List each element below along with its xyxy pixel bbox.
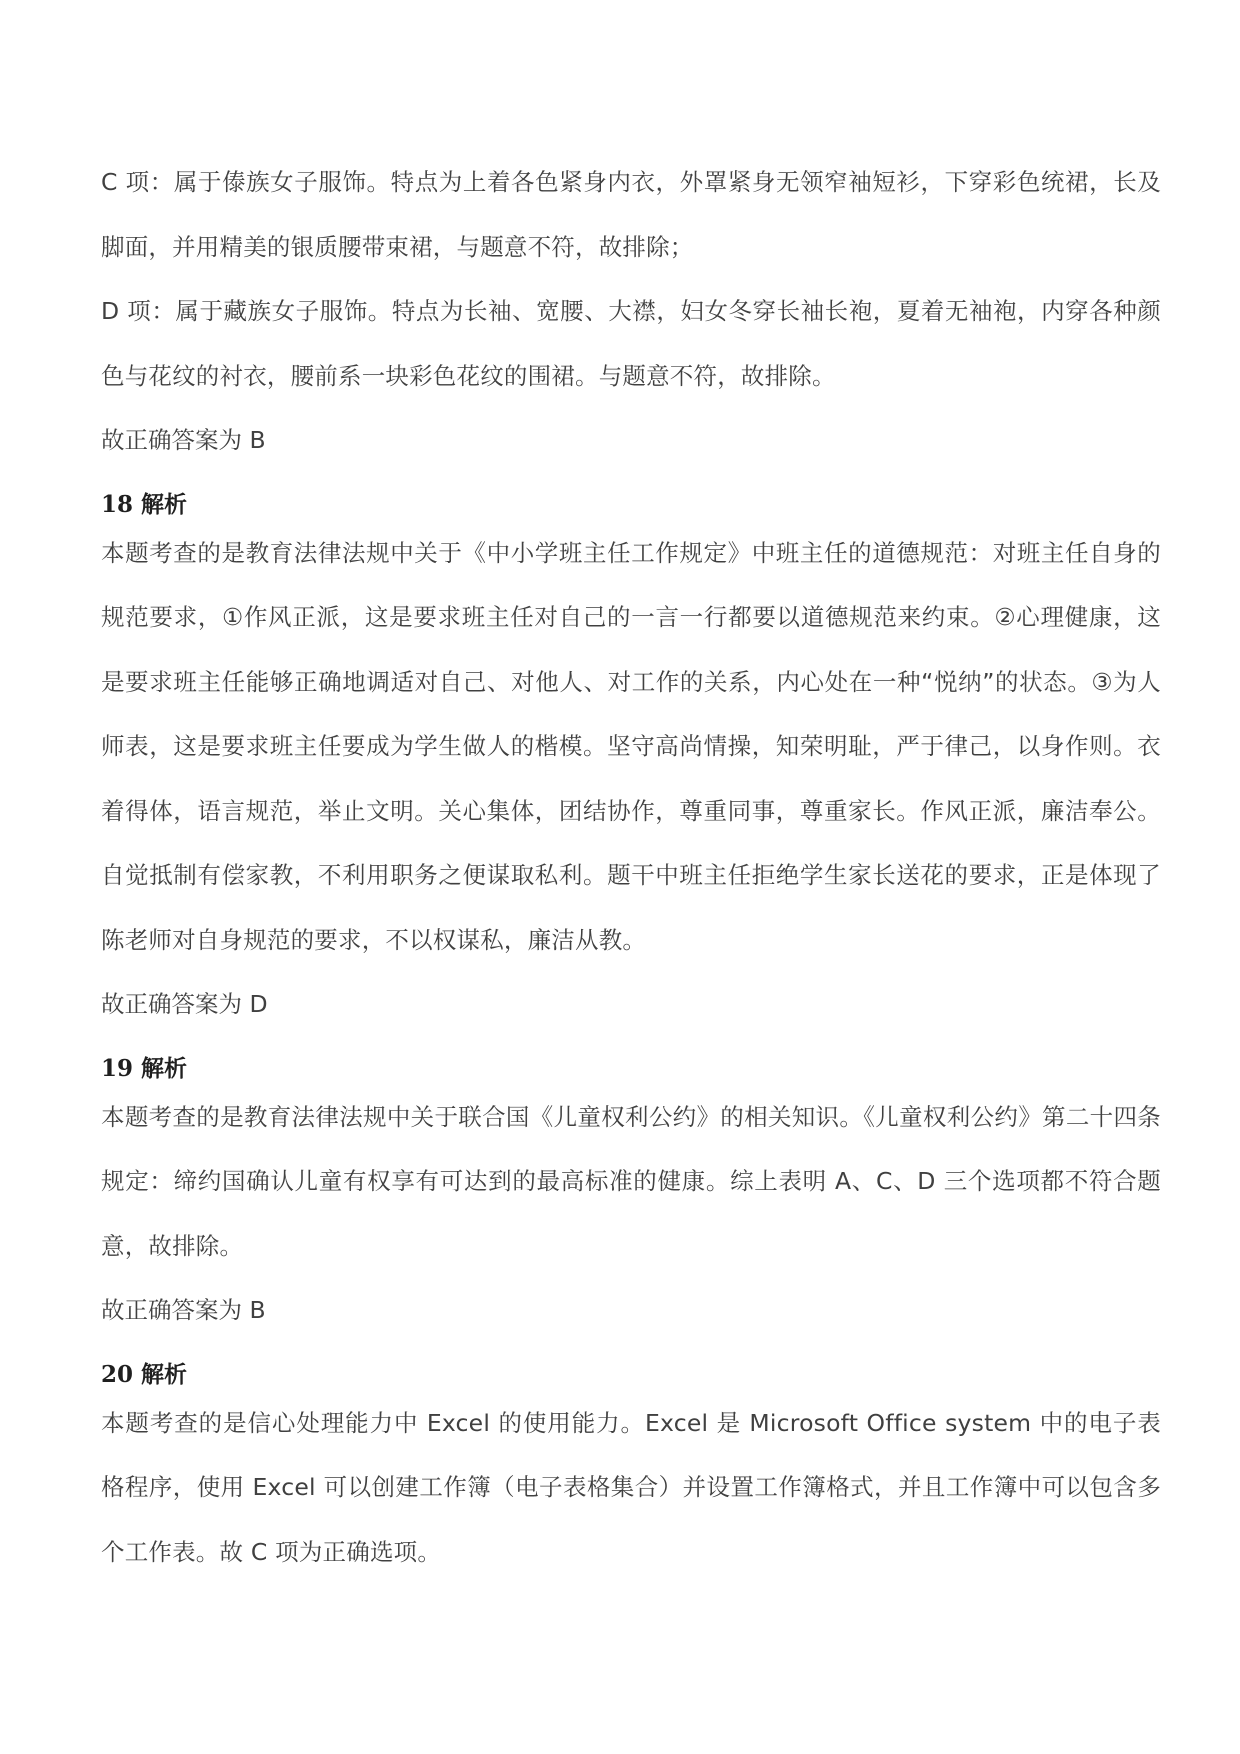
explanation-20: 本题考查的是信心处理能力中 Excel 的使用能力。Excel 是 Microsoft Office system 中的电子表格程序，使用 Excel 可以创建工作簿（电子表格集合）并设置工作簿格式，并且工作簿中可以包含多个工作表。故 C 项为正确选项。 bbox=[101, 1408, 1161, 1566]
option-c-explanation: C 项：属于傣族女子服饰。特点为上着各色紧身内衣，外罩紧身无领窄袖短衫，下穿彩色统裙，长及脚面，并用精美的银质腰带束裙，与题意不符，故排除； bbox=[101, 168, 1161, 261]
explanation-19: 本题考查的是教育法律法规中关于联合国《儿童权利公约》的相关知识。《儿童权利公约》第二十四条规定：缔约国确认儿童有权享有可达到的最高标准的健康。综上表明 A、C、D 三个选项都不符合题意，故排除。 bbox=[101, 1102, 1161, 1260]
heading-19: 19 解析 bbox=[101, 1054, 188, 1082]
answer-line-17: 故正确答案为 B bbox=[101, 426, 266, 454]
option-d-explanation: D 项：属于藏族女子服饰。特点为长袖、宽腰、大襟，妇女冬穿长袖长袍，夏着无袖袍，内穿各种颜色与花纹的衬衣，腰前系一块彩色花纹的围裙。与题意不符，故排除。 bbox=[101, 297, 1161, 390]
document-page bbox=[101, 160, 1161, 1584]
explanation-18: 本题考查的是教育法律法规中关于《中小学班主任工作规定》中班主任的道德规范：对班主任自身的规范要求，①作风正派，这是要求班主任对自己的一言一行都要以道德规范来约束。②心理健康，这是要求班主任能够正确地调适对自己、对他人、对工作的关系，内心处在一种“悦纳”的状态。③为人师表，这是要求班主任要成为学生做人的楷模。坚守高尚情操，知荣明耻，严于律己，以身作则。衣着得体，语言规范，举止文明。关心集体，团结协作，尊重同事，尊重家长。作风正派，廉洁奉公。自觉抵制有偿家教，不利用职务之便谋取私利。题干中班主任拒绝学生家长送花的要求，正是体现了陈老师对自身规范的要求，不以权谋私，廉洁从教。 bbox=[101, 538, 1161, 954]
heading-20: 20 解析 bbox=[101, 1360, 188, 1388]
heading-18: 18 解析 bbox=[101, 490, 188, 518]
answer-line-18: 故正确答案为 D bbox=[101, 990, 268, 1018]
answer-line-19: 故正确答案为 B bbox=[101, 1296, 266, 1324]
